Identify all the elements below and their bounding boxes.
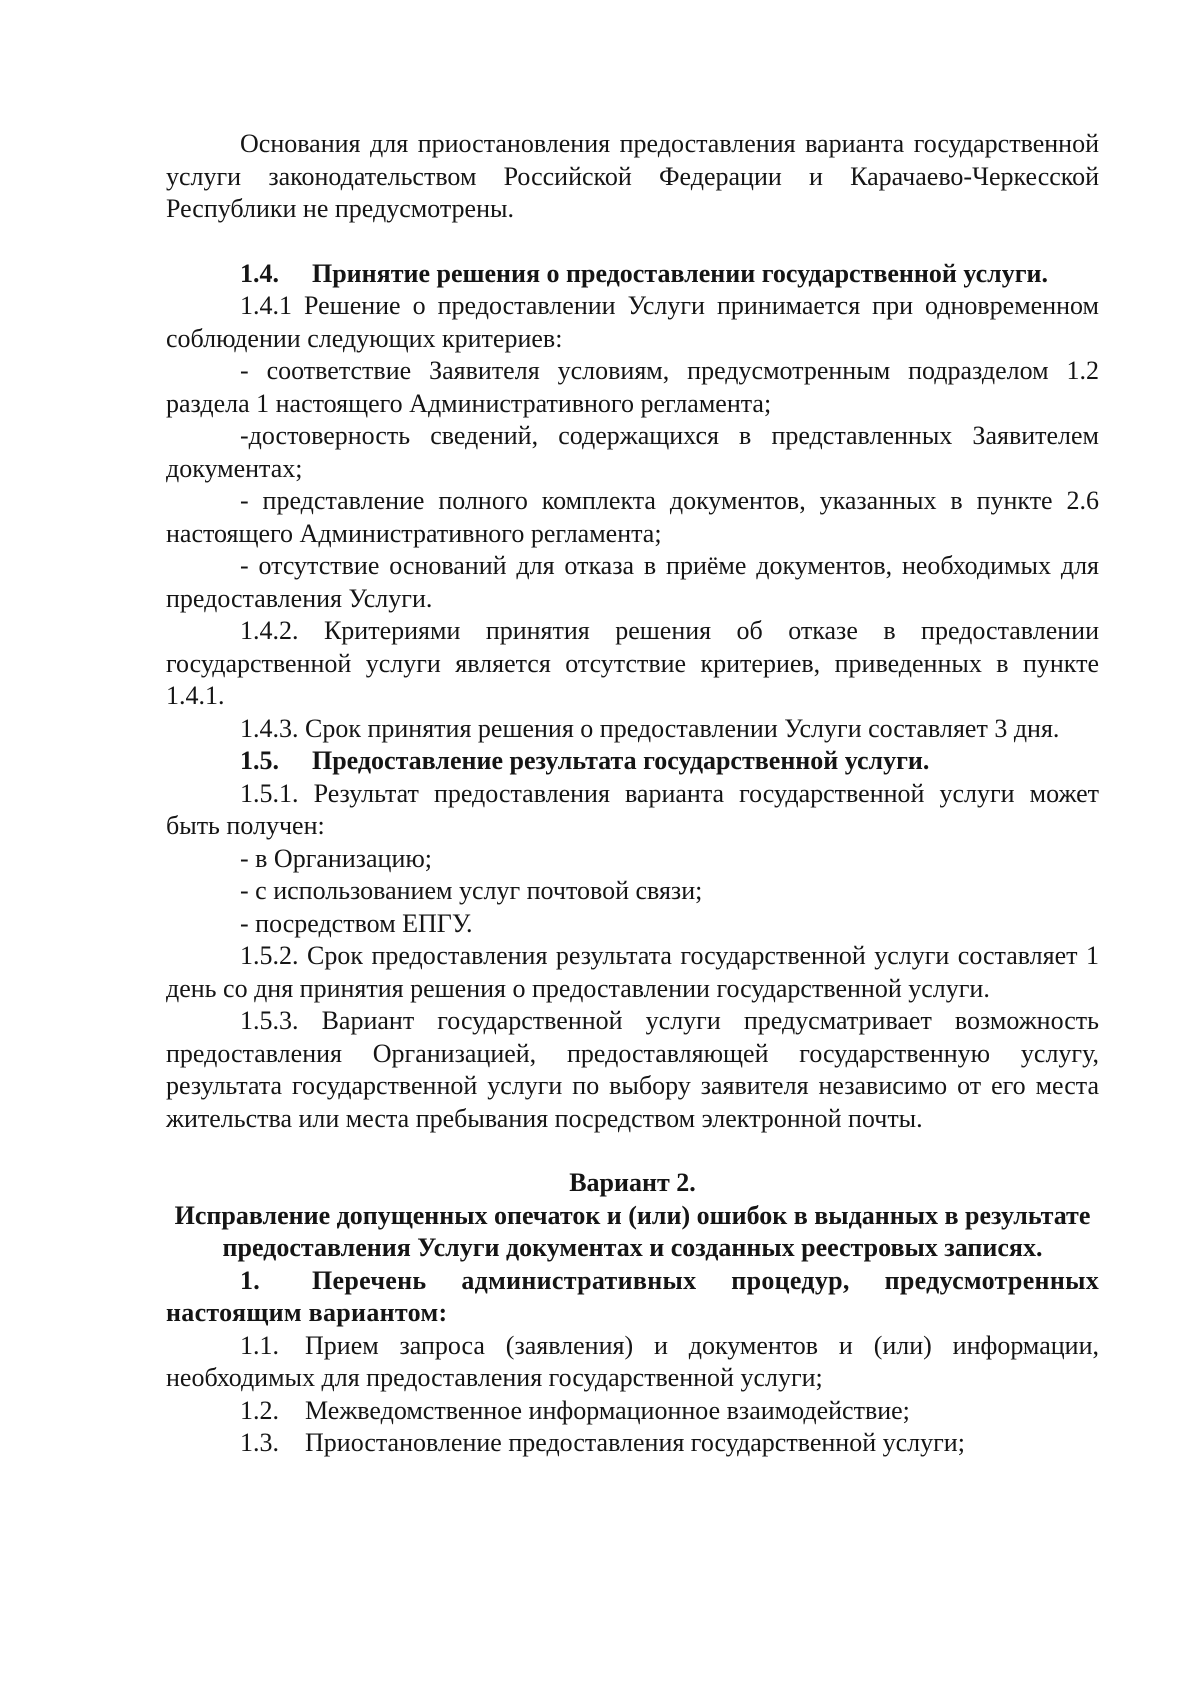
item-text: Приостановление предоставления государственной услуги; — [305, 1428, 965, 1457]
procedure-item-1-3 — [166, 1427, 1099, 1460]
item-text: Прием запроса (заявления) и документов и (или) информации, необходимых для предоставления государственной услуги; — [166, 1330, 1099, 1392]
item-number: 1.3. — [240, 1428, 279, 1457]
section-heading-1 — [166, 1265, 1099, 1330]
variant-title: Вариант 2. — [569, 1168, 696, 1197]
list-item-criterion: - соответствие Заявителя условиям, предусмотренным подразделом 1.2 раздела 1 настоящего Административного регламента; — [166, 356, 1099, 418]
procedure-item-1-2 — [166, 1395, 1099, 1428]
list-item-criterion: - отсутствие оснований для отказа в приёме документов, необходимых для предоставления Услуги. — [166, 551, 1099, 613]
section-number: 1.5. — [240, 746, 279, 775]
item-text: Межведомственное информационное взаимодействие; — [305, 1395, 910, 1425]
section-heading-1-5 — [166, 745, 1099, 778]
paragraph-1-5-2: 1.5.2. Срок предоставления результата государственной услуги составляет 1 день со дня принятия решения о предоставлении государственной услуги. — [166, 941, 1099, 1003]
section-title: Предоставление результата государственной услуги. — [312, 746, 930, 775]
section-heading-1-4 — [166, 258, 1099, 291]
paragraph-1-5-1: 1.5.1. Результат предоставления варианта государственной услуги может быть получен: — [166, 778, 1099, 840]
paragraph-1-4-1: 1.4.1 Решение о предоставлении Услуги принимается при одновременном соблюдении следующих критериев: — [166, 291, 1099, 353]
section-number: 1.4. — [240, 258, 279, 288]
paragraph-1-4-3: 1.4.3. Срок принятия решения о предоставлении Услуги составляет 3 дня. — [240, 713, 1060, 743]
section-number: 1. — [240, 1265, 261, 1295]
procedure-item-1-1 — [166, 1330, 1099, 1395]
list-item-option: - в Организацию; — [240, 843, 433, 873]
list-item-option: - посредством ЕПГУ. — [240, 908, 473, 938]
list-item-criterion: -достоверность сведений, содержащихся в представленных Заявителем документах; — [166, 421, 1099, 483]
list-item-criterion: - представление полного комплекта документов, указанных в пункте 2.6 настоящего Административного регламента; — [166, 486, 1099, 548]
section-title: Принятие решения о предоставлении государственной услуги. — [312, 258, 1048, 288]
item-number: 1.2. — [240, 1395, 279, 1425]
paragraph-1-5-3: 1.5.3. Вариант государственной услуги предусматривает возможность предоставления Организацией, предоставляющей государственную услугу, результата государственной услуги по выбору заявителя независимо от его места жительства или места пребывания посредством электронной почты. — [166, 1006, 1099, 1133]
paragraph-1-4-2: 1.4.2. Критериями принятия решения об отказе в предоставлении государственной услуги является отсутствие критериев, приведенных в пункте 1.4.1. — [166, 616, 1099, 710]
paragraph-suspension-grounds: Основания для приостановления предоставления варианта государственной услуги законодательством Российской Федерации и Карачаево-Черкесской Республики не предусмотрены. — [166, 129, 1099, 223]
document-page — [166, 128, 1099, 1460]
list-item-option: - с использованием услуг почтовой связи; — [240, 876, 703, 905]
section-title: Перечень административных процедур, предусмотренных настоящим вариантом: — [166, 1265, 1099, 1327]
item-number: 1.1. — [240, 1330, 279, 1360]
variant-subtitle: Исправление допущенных опечаток и (или) ошибок в выданных в результате предоставления Услуги документах и созданных реестровых записях. — [174, 1200, 1091, 1262]
